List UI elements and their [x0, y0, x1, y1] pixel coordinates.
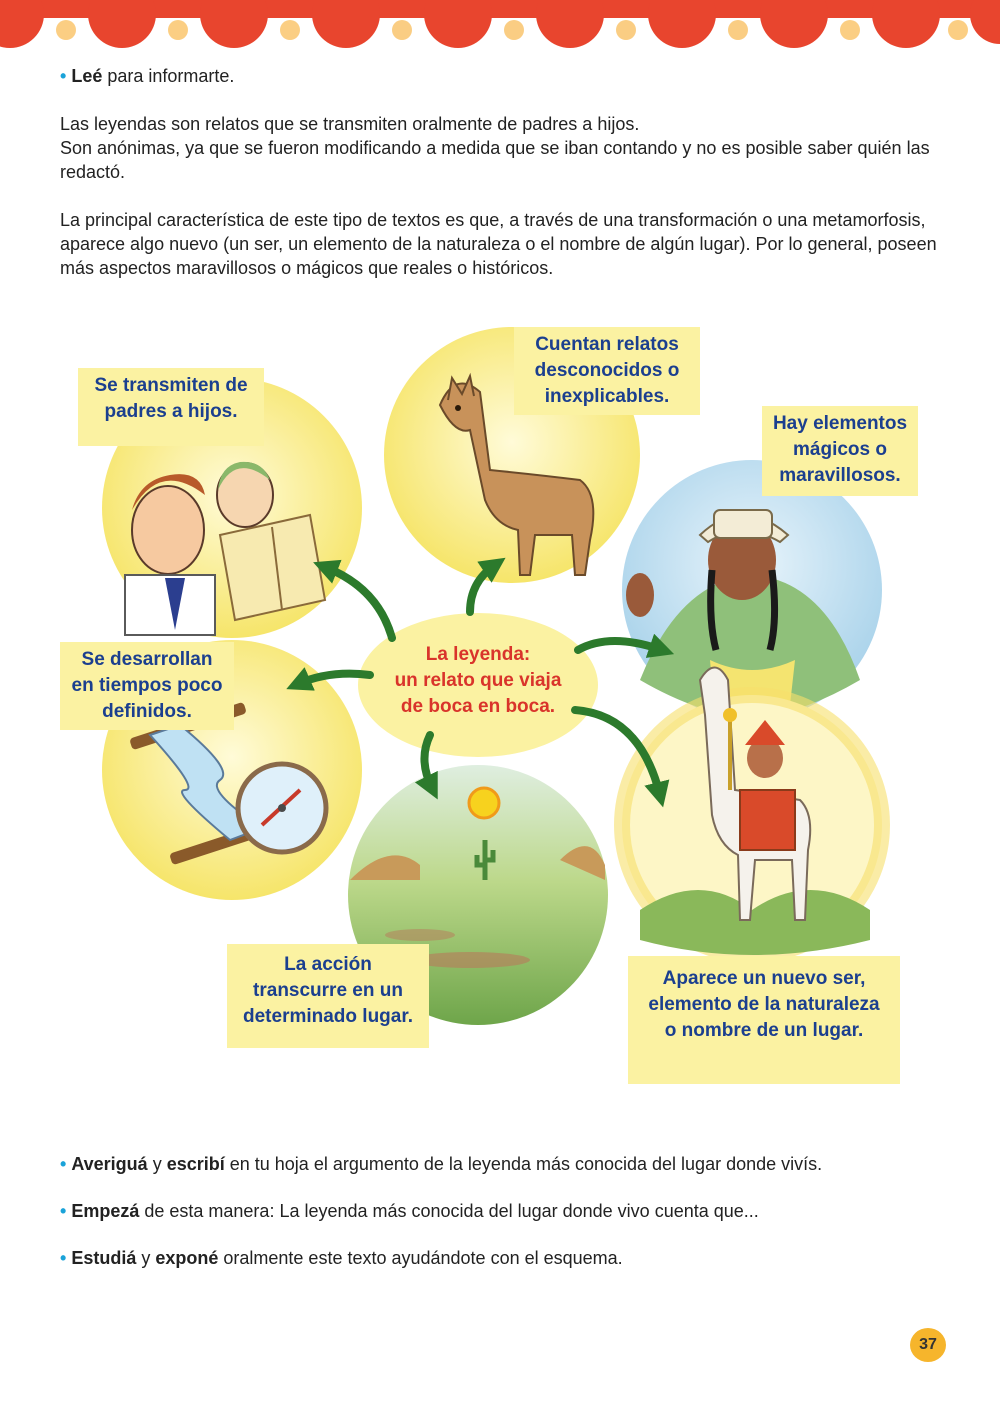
activity1-text2: en tu hoja el argumento de la leyenda más conocida del lugar donde vivís.: [224, 1154, 823, 1174]
box-padres-line1: Se transmiten de: [94, 375, 248, 396]
activity1-text1: y: [147, 1154, 167, 1174]
page-number: 37: [910, 1328, 946, 1362]
center-line-2: un relato que viaja: [394, 670, 562, 691]
center-label: [372, 642, 584, 720]
activity2-text1: de esta manera: La leyenda más conocida del lugar donde vivo cuenta que...: [139, 1201, 759, 1221]
activity3-text1: y: [136, 1248, 156, 1268]
bullet-icon: •: [60, 1248, 67, 1268]
activity1-bold2: escribí: [166, 1154, 225, 1174]
activity3-bold1: Estudiá: [71, 1248, 137, 1268]
activity2-bold1: Empezá: [71, 1201, 140, 1221]
box-lugar-line1: La acción: [284, 954, 372, 975]
activity-item-3: [60, 1246, 960, 1270]
princess-on-llama-icon: [622, 668, 882, 956]
box-lugar-line3: determinado lugar.: [243, 1006, 413, 1027]
activity1-bold1: Averiguá: [71, 1154, 148, 1174]
intro-paragraph-2: La principal característica de este tipo de textos es que, a través de una transformación o una metamorfosis, aparece algo nuevo (un ser, un elemento de la naturaleza o el nombre de algún lugar). Por lo general, poseen más aspectos maravillosos o mágicos que reales o históricos.: [60, 210, 937, 278]
box-magicos-line2: mágicos o: [793, 439, 887, 460]
intro-paragraph-1: [60, 112, 940, 184]
activity-item-1: [60, 1152, 960, 1176]
box-padres-line2: padres a hijos.: [104, 401, 238, 422]
box-lugar-line2: transcurre en un: [253, 980, 403, 1001]
bullet-icon: •: [60, 1201, 67, 1221]
box-nuevo-line1: Aparece un nuevo ser,: [662, 968, 866, 989]
box-tiempos-line1: Se desarrollan: [81, 649, 213, 670]
andean-woman-icon: [622, 460, 882, 720]
legend-diagram: [0, 320, 1000, 1100]
para1-line1: Las leyendas son relatos que se transmiten oralmente de padres a hijos.: [60, 114, 640, 134]
box-relatos-line2: desconocidos o: [534, 360, 680, 381]
para1-line2: Son anónimas, ya que se fueron modificando a medida que se iban contando y no es posible saber quién las redactó.: [60, 138, 930, 182]
decorative-top-border: [0, 0, 1000, 52]
intro-bullet: [60, 64, 940, 88]
box-nuevo: [628, 956, 900, 1084]
box-relatos-line1: Cuentan relatos: [535, 334, 679, 355]
box-magicos: [762, 406, 918, 496]
box-relatos: [514, 327, 700, 415]
box-nuevo-line2: elemento de la naturaleza: [648, 994, 880, 1015]
box-tiempos-line2: en tiempos poco: [71, 675, 223, 696]
intro-text: [60, 64, 940, 280]
bullet-icon: •: [60, 1154, 67, 1174]
box-tiempos-line3: definidos.: [102, 701, 192, 722]
box-nuevo-line3: o nombre de un lugar.: [664, 1020, 864, 1041]
activity-list: [60, 1152, 960, 1293]
box-magicos-line1: Hay elementos: [772, 413, 908, 434]
box-tiempos: [60, 642, 234, 730]
center-line-3: de boca en boca.: [400, 696, 556, 717]
bullet-icon: •: [60, 66, 67, 86]
activity3-bold2: exponé: [155, 1248, 219, 1268]
activity3-text2: oralmente este texto ayudándote con el esquema.: [218, 1248, 623, 1268]
intro-bullet-rest: para informarte.: [102, 66, 235, 86]
activity-item-2: [60, 1199, 960, 1223]
intro-bullet-bold: Leé: [71, 66, 103, 86]
center-line-1: La leyenda:: [425, 644, 531, 665]
box-padres: [78, 368, 264, 446]
box-magicos-line3: maravillosos.: [779, 465, 901, 486]
box-lugar: [227, 944, 429, 1048]
box-relatos-line3: inexplicables.: [544, 386, 670, 407]
